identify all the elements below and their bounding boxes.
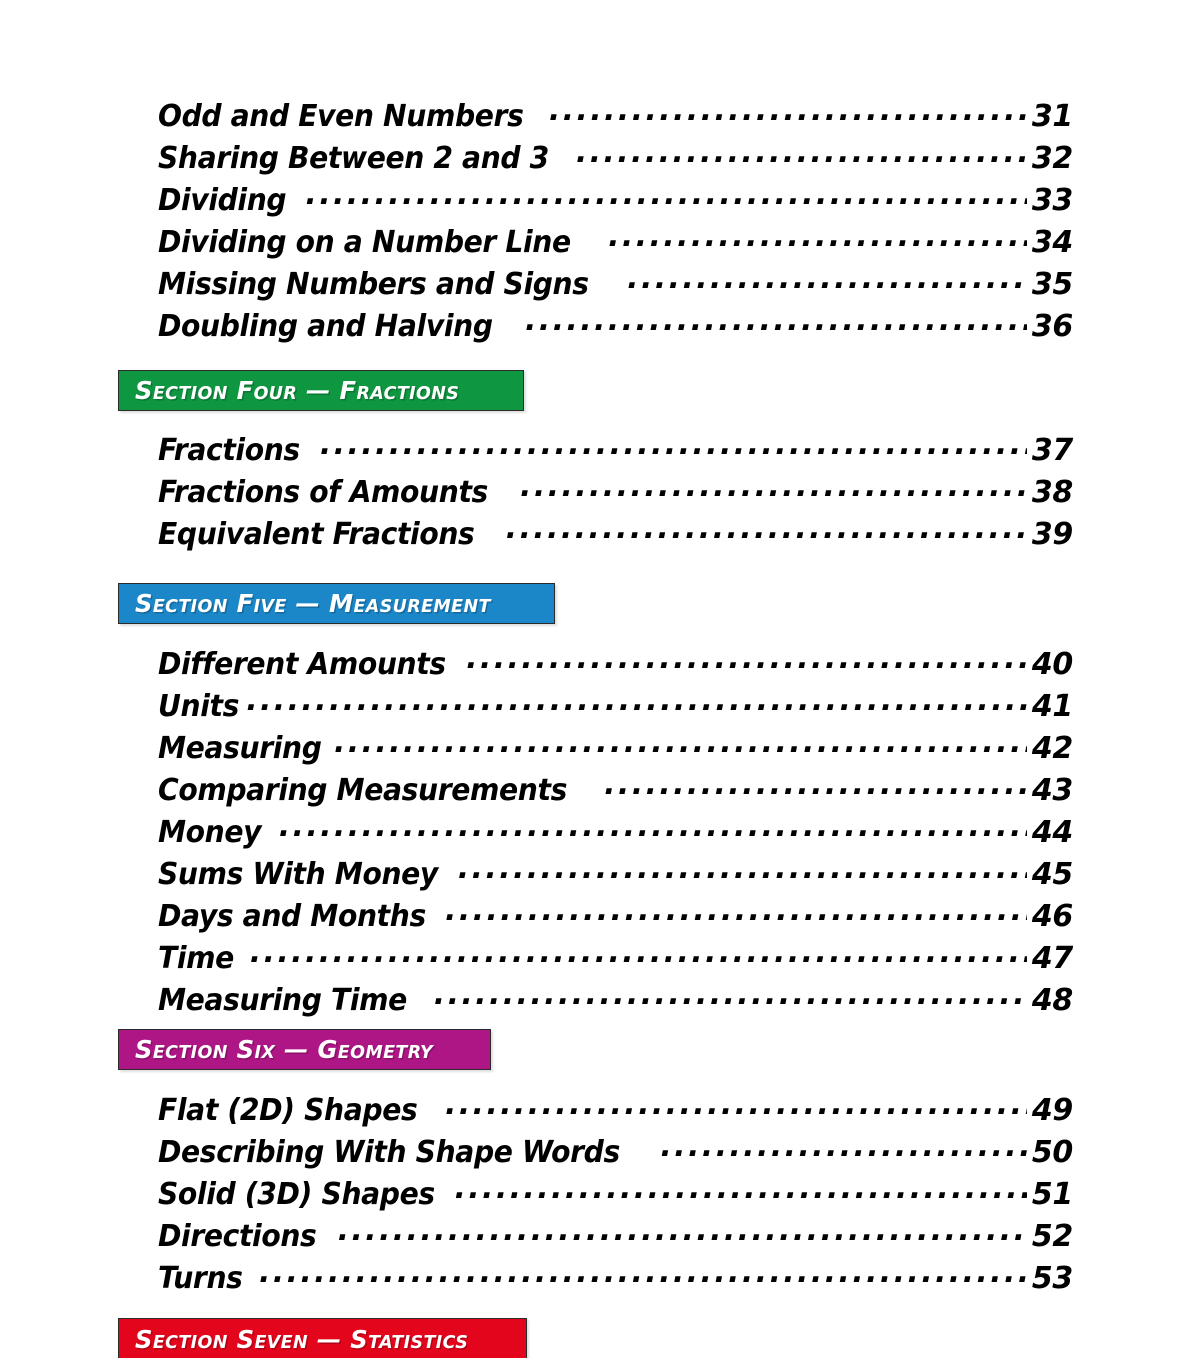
toc-entry[interactable]: [158, 980, 1073, 1022]
toc-entry-title: Directions: [158, 1219, 317, 1254]
toc-entry-title: Fractions of Amounts: [158, 475, 488, 510]
toc-entry-page-number: 46: [1031, 899, 1073, 934]
toc-leader-dots: [608, 222, 1027, 252]
toc-entry-title: Turns: [158, 1261, 243, 1296]
toc-leader-dots: [520, 472, 1027, 502]
toc-entry[interactable]: [158, 264, 1073, 306]
toc-entry[interactable]: [158, 514, 1073, 556]
group-geometry: [158, 1090, 1073, 1300]
toc-entry-title: Describing With Shape Words: [158, 1135, 620, 1170]
toc-entry[interactable]: [158, 728, 1073, 770]
toc-entry[interactable]: [158, 472, 1073, 514]
toc-leader-dots: [627, 264, 1027, 294]
section-bar-label: Section Seven — Statistics: [135, 1324, 469, 1354]
toc-entry[interactable]: [158, 306, 1073, 348]
toc-entry-page-number: 36: [1031, 309, 1073, 344]
group-number-work-continued: [158, 96, 1073, 348]
toc-entry[interactable]: [158, 138, 1073, 180]
toc-entry-title: Solid (3D) Shapes: [158, 1177, 435, 1212]
toc-entry-page-number: 48: [1031, 983, 1073, 1018]
toc-entry-page-number: 34: [1031, 225, 1073, 260]
toc-entry-title: Days and Months: [158, 899, 426, 934]
toc-entry-page-number: 43: [1031, 773, 1073, 808]
toc-entry[interactable]: [158, 854, 1073, 896]
toc-entry-page-number: 32: [1031, 141, 1073, 176]
toc-leader-dots: [604, 770, 1027, 800]
toc-entry-title: Sums With Money: [158, 857, 438, 892]
toc-entry[interactable]: [158, 896, 1073, 938]
toc-entry-page-number: 42: [1031, 731, 1073, 766]
toc-entry[interactable]: [158, 770, 1073, 812]
toc-entry[interactable]: [158, 938, 1073, 980]
toc-entry-title: Units: [158, 689, 240, 724]
toc-entry-title: Sharing Between 2 and 3: [158, 141, 549, 176]
toc-entry-page-number: 53: [1031, 1261, 1073, 1296]
toc-leader-dots: [305, 180, 1027, 210]
toc-entry-title: Dividing on a Number Line: [158, 225, 571, 260]
toc-entry[interactable]: [158, 812, 1073, 854]
toc-entry-page-number: 51: [1031, 1177, 1073, 1212]
toc-leader-dots: [279, 812, 1027, 842]
toc-leader-dots: [454, 1174, 1027, 1204]
toc-entry-page-number: 31: [1031, 99, 1073, 134]
toc-entry[interactable]: [158, 180, 1073, 222]
group-measurement: [158, 644, 1073, 1022]
toc-entry[interactable]: [158, 96, 1073, 138]
toc-leader-dots: [660, 1132, 1027, 1162]
toc-entry-title: Missing Numbers and Signs: [158, 267, 589, 302]
toc-entry[interactable]: [158, 1132, 1073, 1174]
section-five-measurement: [118, 583, 555, 624]
toc-entry-title: Equivalent Fractions: [158, 517, 475, 552]
section-bar-label: Section Four — Fractions: [135, 376, 460, 405]
toc-leader-dots: [320, 430, 1027, 460]
section-six-geometry: [118, 1029, 491, 1070]
toc-entry-title: Dividing: [158, 183, 287, 218]
toc-leader-dots: [338, 1216, 1027, 1246]
toc-leader-dots: [576, 138, 1027, 168]
toc-entry-title: Measuring Time: [158, 983, 407, 1018]
toc-entry-title: Odd and Even Numbers: [158, 99, 524, 134]
section-four-fractions: [118, 370, 524, 411]
toc-entry[interactable]: [158, 644, 1073, 686]
toc-entry-page-number: 33: [1031, 183, 1073, 218]
toc-leader-dots: [445, 1090, 1027, 1120]
toc-entry[interactable]: [158, 1216, 1073, 1258]
toc-entry[interactable]: [158, 1174, 1073, 1216]
toc-entry-page-number: 50: [1031, 1135, 1073, 1170]
toc-entry-title: Time: [158, 941, 234, 976]
toc-leader-dots: [250, 938, 1027, 968]
toc-entry-page-number: 39: [1031, 517, 1073, 552]
toc-entry[interactable]: [158, 1090, 1073, 1132]
toc-entry-title: Fractions: [158, 433, 300, 468]
toc-entry-page-number: 44: [1031, 815, 1073, 850]
toc-leader-dots: [549, 96, 1027, 126]
toc-entry-title: Different Amounts: [158, 647, 446, 682]
group-fractions: [158, 430, 1073, 556]
toc-entry-title: Comparing Measurements: [158, 773, 568, 808]
toc-entry-page-number: 41: [1031, 689, 1073, 724]
toc-entry-title: Flat (2D) Shapes: [158, 1093, 418, 1128]
toc-entry-page-number: 35: [1031, 267, 1073, 302]
toc-entry[interactable]: [158, 1258, 1073, 1300]
toc-leader-dots: [334, 728, 1027, 758]
toc-entry[interactable]: [158, 222, 1073, 264]
toc-leader-dots: [259, 1258, 1027, 1288]
toc-leader-dots: [434, 980, 1027, 1010]
section-bar-label: Section Six — Geometry: [135, 1035, 433, 1064]
toc-entry[interactable]: [158, 686, 1073, 728]
toc-leader-dots: [458, 854, 1027, 884]
toc-entry-page-number: 40: [1031, 647, 1073, 682]
section-seven-statistics: [118, 1318, 527, 1358]
toc-leader-dots: [525, 306, 1027, 336]
toc-entry-page-number: 47: [1031, 941, 1073, 976]
toc-entry-page-number: 52: [1031, 1219, 1073, 1254]
toc-entry-page-number: 37: [1031, 433, 1073, 468]
toc-entry-title: Doubling and Halving: [158, 309, 493, 344]
toc-entry-page-number: 38: [1031, 475, 1073, 510]
toc-leader-dots: [506, 514, 1027, 544]
toc-entry-page-number: 45: [1031, 857, 1073, 892]
toc-entry-page-number: 49: [1031, 1093, 1073, 1128]
toc-entry-title: Measuring: [158, 731, 322, 766]
section-bar-label: Section Five — Measurement: [135, 589, 491, 618]
toc-leader-dots: [466, 644, 1027, 674]
toc-leader-dots: [246, 686, 1027, 716]
toc-entry-title: Money: [158, 815, 262, 850]
toc-entry[interactable]: [158, 430, 1073, 472]
toc-leader-dots: [445, 896, 1027, 926]
